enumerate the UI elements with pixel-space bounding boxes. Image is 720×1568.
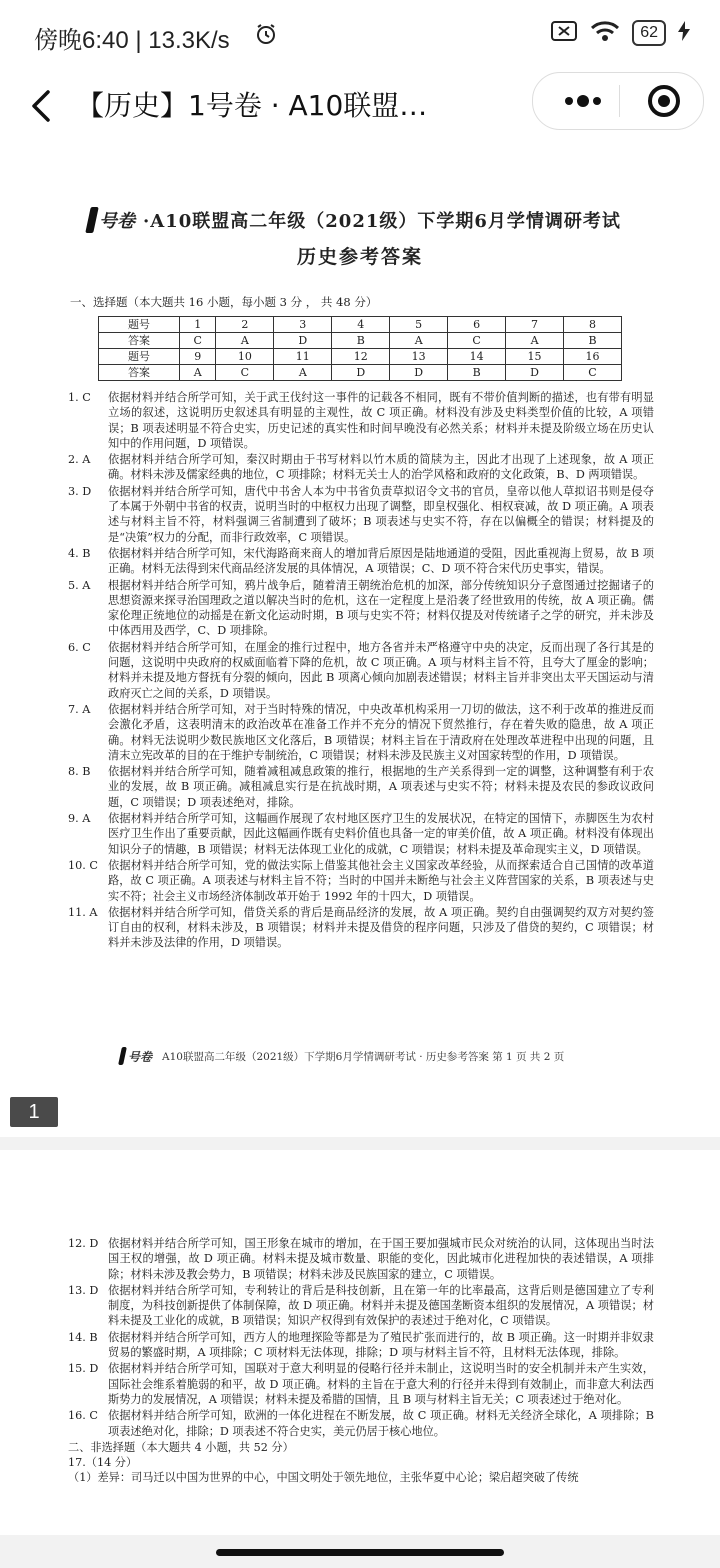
answer-table-cell: D: [506, 365, 564, 381]
section-1-heading: 一、选择题（本大题共 16 小题，每小题 3 分 ， 共 48 分）: [70, 295, 378, 309]
question-explanation: 依据材料并结合所学可知，对于当时特殊的情况，中央改革机构采用一刀切的做法，这不利于改革的推进反而会激化矛盾，这表明清末的政治改革在准备工作并不充分的情况下贸然推行，存在着失败的隐患，故 A 项正确。材料无法说明少数民族地区文化落后，B 项错误；材料主旨在于清政府在处理改革进程中出现的问题，且清末立宪改革的目的在于维护专制统治，C 项错误；材料未涉及民族主义对国家转型的作用，D 项错误。: [108, 702, 654, 762]
answer-table-row-header: 答案: [99, 365, 180, 381]
answer-explanation-item: [68, 452, 654, 483]
question-explanation: 依据材料并结合所学可知，国王形象在城市的增加，在于国王要加强城市民众对统治的认同，这体现出当时法国王权的增强，故 D 项正确。材料未提及城市数量、职能的变化，因此城市化进程加快的表述错误，A 项排除；材料未涉及教会势力，B 项错误；材料未涉及民族国家的建立，C 项错误。: [108, 1237, 654, 1281]
logo-text: 号卷: [99, 211, 135, 232]
answer-table-cell: 14: [448, 349, 506, 365]
answer-table-cell: 9: [180, 349, 216, 365]
answer-table-cell: 2: [216, 317, 274, 333]
question-number: 13. D: [68, 1283, 99, 1297]
answer-explanation-item: [68, 1330, 654, 1361]
answer-table-cell: 4: [332, 317, 390, 333]
question-number: 11. A: [68, 905, 98, 919]
more-dots-icon: [551, 73, 615, 129]
question-number: 10. C: [68, 858, 98, 872]
close-program-button[interactable]: [633, 73, 695, 129]
status-time: 傍晚6:40 | 13.3K/s: [34, 27, 230, 54]
answer-explanation-item: [68, 1236, 654, 1282]
section-2-heading: 二、非选择题（本大题共 4 小题，共 52 分）: [68, 1440, 294, 1454]
document-page-2[interactable]: [0, 1150, 720, 1535]
back-button[interactable]: [24, 80, 64, 132]
answer-table-row: [99, 349, 622, 365]
answer-table-cell: 5: [390, 317, 448, 333]
answer-explanation-item: [68, 811, 654, 857]
charging-icon: [678, 21, 690, 45]
answer-table-row-header: 答案: [99, 333, 180, 349]
question-explanation: 依据材料并结合所学可知，专利转让的背后是科技创新，且在第一年的比率最高，这背后则是德国建立了专利制度，为科技创新提供了体制保障，故 D 项正确。材料并未提及德国垄断资本组织的发展情况，A 项错误；材料未提及工业化的成就，B 项错误；知识产权得到有效保护的表述过于绝对化，C 项错误。: [108, 1283, 654, 1328]
document-subtitle: 历史参考答案: [296, 246, 423, 268]
question-explanation: 依据材料并结合所学可知，党的做法实际上借鉴其他社会主义国家改革经验，从而探索适合自己国情的改革道路，故 C 项正确。A 项表述与材料主旨不符；当时的中国并未断绝与社会主义阵营国家的关系，B 项表述与史实不符；社会主义市场经济体制改革开始于 1992 年的十四大，D 项错误。: [108, 858, 654, 903]
page-footer: [120, 1047, 620, 1065]
answer-table-cell: C: [180, 333, 216, 349]
answer-table-cell: A: [390, 333, 448, 349]
document-title: ·A10联盟高二年级（2021级）下学期6月学情调研考试: [143, 211, 621, 232]
answer-table-cell: B: [332, 333, 390, 349]
question-number: 12. D: [68, 1237, 99, 1250]
page-title: 【历史】1号卷 · A10联盟…: [76, 89, 428, 122]
document-page-1[interactable]: [0, 142, 720, 1137]
more-button[interactable]: [551, 73, 615, 129]
question-list-page-2: [68, 1236, 654, 1486]
question-number: 1. C: [68, 391, 91, 404]
answer-explanation-item: [68, 764, 654, 810]
question-number: 5. A: [68, 578, 91, 592]
brand-logo: [88, 207, 135, 233]
document-header: [88, 202, 648, 238]
question-number: 9. A: [68, 812, 91, 826]
question-explanation: 依据材料并结合所学可知，西方人的地理探险等都是为了殖民扩张而进行的，故 B 项正确。这一时期并非奴隶贸易的繁盛时期，A 项排除；C 项材料无法体现，排除；D 项与材料主旨不符，且材料无法体现，排除。: [108, 1330, 654, 1360]
question-17-heading: 17.（14 分）: [68, 1456, 138, 1470]
question-17-answer-line: （1）差异：司马迁以中国为世界的中心，中国文明处于领先地位，主张华夏中心论；梁启超突破了传统: [68, 1471, 579, 1485]
logo-mark-icon: [85, 207, 99, 233]
answer-explanation-item: [68, 1361, 654, 1407]
footer-logo-mark-icon: [118, 1047, 127, 1065]
home-indicator[interactable]: [216, 1549, 504, 1556]
answer-explanation-item: [68, 905, 654, 951]
answer-table-cell: A: [506, 333, 564, 349]
answer-table-cell: 3: [274, 317, 332, 333]
no-sim-icon: [550, 20, 578, 46]
page-number-badge: 1: [10, 1097, 58, 1127]
question-list-page-1: [68, 390, 654, 952]
question-number: 2. A: [68, 453, 91, 467]
wifi-icon: [590, 20, 620, 46]
answer-table-cell: D: [390, 365, 448, 381]
answer-table-cell: 11: [274, 349, 332, 365]
answer-table-cell: C: [448, 333, 506, 349]
answer-table-cell: 8: [564, 317, 622, 333]
footer-text: A10联盟高二年级（2021级）下学期6月学情调研考试 · 历史参考答案 第 1 页 共 2 页: [162, 1050, 565, 1063]
answer-table-cell: 13: [390, 349, 448, 365]
answer-explanation-item: [68, 1408, 654, 1439]
answer-table-cell: B: [564, 333, 622, 349]
answer-table-cell: C: [564, 365, 622, 381]
question-number: 7. A: [68, 702, 91, 716]
answer-explanation-item: [68, 390, 654, 451]
answer-table-cell: 6: [448, 317, 506, 333]
question-number: 8. B: [68, 765, 91, 779]
answer-table-row-header: 题号: [99, 349, 180, 365]
nav-bar: [0, 70, 720, 142]
answer-table: [98, 316, 622, 381]
capsule-divider: [619, 85, 620, 117]
answer-table-cell: 1: [180, 317, 216, 333]
answer-table-cell: D: [274, 333, 332, 349]
bottom-bar: [0, 1535, 720, 1568]
answer-table-cell: C: [216, 365, 274, 381]
answer-explanation-item: [68, 578, 654, 639]
status-bar: [0, 0, 720, 70]
target-close-icon: [633, 73, 695, 129]
answer-table-cell: 7: [506, 317, 564, 333]
footer-logo-text: 号卷: [128, 1049, 153, 1064]
answer-explanation-item: [68, 546, 654, 577]
alarm-icon: [254, 22, 278, 50]
question-explanation: 依据材料并结合所学可知，国联对于意大利明显的侵略行径并未制止，这说明当时的安全机制并未产生实效，国际社会维系着脆弱的和平，故 D 项正确。材料的主旨在于意大利的行径并未得到有效制止，而非意大利法西斯势力的发展情况，A 项错误；材料未提及希腊的国情，且 B 项与材料主旨无关；C 项表述过于绝对化。: [108, 1362, 654, 1406]
answer-table-cell: B: [448, 365, 506, 381]
question-explanation: 依据材料并结合所学可知，唐代中书舍人本为中书省负责草拟诏令文书的官员，皇帝以他人草拟诏书则是侵夺了本属于外朝中书省的权责，说明当时的中枢权力出现了调整，即皇权强化、相权衰减，故 D 项正确。A 项表述与材料主旨不符，材料强调三省制遭到了破坏；B 项表述与史实不符，存在以偏概全的错误；材料提及的是“决策”权力的分配，而非行政效率，C 项错误。: [108, 484, 654, 544]
answer-table-cell: A: [216, 333, 274, 349]
answer-table-row-header: 题号: [99, 317, 180, 333]
mini-program-capsule: [532, 72, 704, 130]
question-number: 4. B: [68, 546, 91, 560]
answer-table-cell: A: [180, 365, 216, 381]
question-explanation: 依据材料并结合所学可知，借贷关系的背后是商品经济的发展，故 A 项正确。契约自由强调契约双方对契约签订自由的权利，材料未涉及，B 项错误；材料并未提及借贷的程序问题，只涉及了借贷的契约，C 项错误；材料并未涉及法律的作用，D 项错误。: [108, 905, 654, 950]
question-explanation: 依据材料并结合所学可知，关于武王伐纣这一事件的记载各不相同，既有不带价值判断的描述，也有带有明显立场的叙述，这说明历史叙述具有明显的主观性，故 C 项正确。材料没有涉及史料类型价值的比较，A 项错误；B 项表述明显不符合史实，历史记述的真实性和时间早晚没有必然关系；材料并未提及阶级立场在历史认知中的作用问题，D 项错误。: [108, 391, 654, 450]
answer-table-row: [99, 365, 622, 381]
answer-table-cell: D: [332, 365, 390, 381]
answer-explanation-item: [68, 702, 654, 763]
answer-table-cell: 10: [216, 349, 274, 365]
question-number: 15. D: [68, 1362, 99, 1376]
answer-table-cell: A: [274, 365, 332, 381]
question-number: 3. D: [68, 484, 92, 498]
answer-explanation-item: [68, 484, 654, 545]
answer-table-cell: 15: [506, 349, 564, 365]
battery-indicator: 62: [632, 20, 666, 46]
question-explanation: 依据材料并结合所学可知，欧洲的一体化进程在不断发展，故 C 项正确。材料无关经济全球化，A 项排除；B 项表述绝对化，排除；D 项表述不符合史实，美元仍居于核心地位。: [108, 1409, 654, 1438]
question-explanation: 依据材料并结合所学可知，在厘金的推行过程中，地方各省并未严格遵守中央的决定，反而出现了各行其是的问题，这说明中央政府的权威面临着下降的危机，故 C 项正确。A 项与材料主旨不符，且夸大了厘金的影响；材料并未提及地方督抚有分裂的倾向，因此 B 项离心倾向加剧表述错误；材料主旨并非突出太平天国运动与清政府灭亡之间的关系，D 项错误。: [108, 640, 654, 700]
answer-table-cell: 12: [332, 349, 390, 365]
answer-explanation-item: [68, 1283, 654, 1329]
answer-explanation-item: [68, 858, 654, 904]
question-number: 16. C: [68, 1409, 98, 1423]
question-explanation: 依据材料并结合所学可知，秦汉时期由于书写材料以竹木质的简牍为主，因此才出现了上述现象，故 A 项正确。材料未涉及儒家经典的地位，C 项排除；材料无关士人的治学风格和政府的文化政策，B、D 两项错误。: [108, 453, 654, 482]
answer-table-row: [99, 333, 622, 349]
question-explanation: 根据材料并结合所学可知，鸦片战争后，随着清王朝统治危机的加深，部分传统知识分子意图通过挖掘诸子的思想资源来探寻治国理政之道以解决当时的危机，这在一定程度上是沿袭了经世致用的传统，故 A 项正确。儒家伦理正统地位的动摇是在新文化运动时期，B 项与史实不符；材料仅提及对传统诸子之学的研究，并未涉及中体西用及西学，C、D 项排除。: [108, 578, 654, 638]
question-explanation: 依据材料并结合所学可知，宋代海路商来商人的增加背后原因是陆地通道的受阻，因此重视海上贸易，故 B 项正确。材料无法得到宋代商品经济发展的具体情况，A 项错误；C、D 项不符合宋代历史事实，错误。: [108, 546, 654, 576]
answer-explanation-item: [68, 640, 654, 701]
footer-logo: [120, 1047, 152, 1065]
question-explanation: 依据材料并结合所学可知，随着减租减息政策的推行，根据地的生产关系得到一定的调整，这种调整有利于农业的发展，故 B 项正确。减租减息实行是在抗战时期，A 项表述与史实不符；材料未提及农民的参政议政问题，C 项错误；D 项表述绝对，排除。: [108, 765, 654, 809]
question-explanation: 依据材料并结合所学可知，这幅画作展现了农村地区医疗卫生的发展状况，在特定的国情下，赤脚医生为农村医疗卫生作出了重要贡献，因此这幅画作既有史料价值也具备一定的审美价值，故 A 项正确。材料没有体现出知识分子的情趣，B 项错误；材料无法体现工业化的成就，C 项错误；材料未提及革命现实主义，D 项错误。: [108, 812, 654, 856]
chevron-left-icon: [24, 80, 64, 132]
question-number: 14. B: [68, 1330, 98, 1344]
question-number: 6. C: [68, 640, 91, 654]
answer-table-row: [99, 317, 622, 333]
answer-table-cell: 16: [564, 349, 622, 365]
